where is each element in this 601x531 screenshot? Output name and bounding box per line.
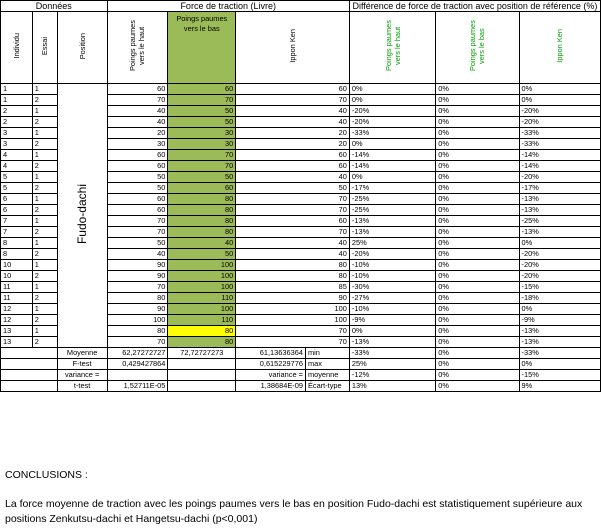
cell-pct-ippon: -20% [519, 106, 600, 117]
cell-pct-ippon: -17% [519, 183, 600, 194]
cell-essai: 1 [32, 128, 57, 139]
cell-haut: 50 [107, 183, 168, 194]
cell-pct-bas: 0% [436, 304, 519, 315]
cell-individu: 7 [1, 227, 33, 238]
header-col-ippon: Ippon Ken [288, 29, 298, 63]
cell-haut: 50 [107, 238, 168, 249]
cell-pct-haut: 0% [349, 95, 435, 106]
cell-haut: 100 [107, 315, 168, 326]
cell-individu: 2 [1, 106, 33, 117]
cell-pct-bas: 0% [436, 238, 519, 249]
cell-bas: 80 [168, 194, 236, 205]
cell-bas: 70 [168, 161, 236, 172]
cell-individu: 8 [1, 238, 33, 249]
cell-pct-ippon: -33% [519, 139, 600, 150]
stats-pct-haut: -33% [349, 348, 435, 359]
cell-pct-haut: 0% [349, 139, 435, 150]
cell-pct-bas: 0% [436, 326, 519, 337]
cell-pct-ippon: 0% [519, 84, 600, 95]
cell-individu: 5 [1, 172, 33, 183]
stats-pct-haut: 25% [349, 359, 435, 370]
cell-pct-haut: -13% [349, 227, 435, 238]
stats-pct-haut: 13% [349, 381, 435, 392]
stats-pct-bas: 0% [436, 348, 519, 359]
cell-ippon: 100 [236, 304, 350, 315]
cell-pct-haut: -33% [349, 128, 435, 139]
stats-bas [168, 381, 236, 392]
cell-essai: 2 [32, 227, 57, 238]
cell-bas: 110 [168, 293, 236, 304]
cell-essai: 1 [32, 106, 57, 117]
stats-ippon: variance = [236, 370, 306, 381]
cell-pct-ippon: -9% [519, 315, 600, 326]
cell-pct-haut: -30% [349, 282, 435, 293]
stats-pct-ippon: 9% [519, 381, 600, 392]
cell-individu: 10 [1, 260, 33, 271]
cell-essai: 1 [32, 282, 57, 293]
cell-pct-haut: -13% [349, 337, 435, 348]
cell-bas: 80 [168, 337, 236, 348]
cell-haut: 60 [107, 161, 168, 172]
cell-pct-ippon: -13% [519, 194, 600, 205]
stats-pct-ippon: 0% [519, 359, 600, 370]
cell-haut: 70 [107, 337, 168, 348]
header-difference: Différence de force de traction avec position de référence (%) [349, 1, 600, 12]
cell-pct-haut: -14% [349, 161, 435, 172]
conclusions [5, 468, 597, 527]
stats-label: F-test [57, 359, 107, 370]
cell-bas: 60 [168, 183, 236, 194]
cell-pct-haut: -13% [349, 216, 435, 227]
cell-ippon: 20 [236, 139, 350, 150]
cell-essai: 2 [32, 205, 57, 216]
cell-bas: 100 [168, 271, 236, 282]
cell-pct-ippon: 0% [519, 95, 600, 106]
cell-pct-haut: 0% [349, 326, 435, 337]
cell-haut: 70 [107, 95, 168, 106]
cell-pct-bas: 0% [436, 95, 519, 106]
cell-haut: 90 [107, 271, 168, 282]
cell-pct-haut: -10% [349, 304, 435, 315]
stats-summary-label: moyenne [305, 370, 349, 381]
cell-individu: 3 [1, 128, 33, 139]
header-pct-ippon: Ippon Ken [555, 29, 565, 63]
cell-pct-ippon: -20% [519, 172, 600, 183]
cell-pct-bas: 0% [436, 249, 519, 260]
header-individu: Individu [11, 33, 21, 59]
cell-pct-bas: 0% [436, 117, 519, 128]
cell-pct-bas: 0% [436, 282, 519, 293]
position-label: Fudo-dachi [75, 183, 90, 245]
cell-bas: 60 [168, 84, 236, 95]
cell-pct-ippon: -20% [519, 271, 600, 282]
cell-bas: 70 [168, 150, 236, 161]
cell-ippon: 85 [236, 282, 350, 293]
cell-haut: 40 [107, 249, 168, 260]
cell-pct-bas: 0% [436, 172, 519, 183]
cell-pct-bas: 0% [436, 293, 519, 304]
cell-haut: 80 [107, 326, 168, 337]
cell-essai: 1 [32, 260, 57, 271]
stats-pct-ippon: -33% [519, 348, 600, 359]
cell-empty [1, 370, 58, 381]
cell-pct-bas: 0% [436, 227, 519, 238]
cell-haut: 50 [107, 172, 168, 183]
stats-row [1, 359, 601, 370]
cell-essai: 1 [32, 304, 57, 315]
cell-individu: 8 [1, 249, 33, 260]
cell-pct-bas: 0% [436, 260, 519, 271]
stats-bas [168, 370, 236, 381]
cell-individu: 10 [1, 271, 33, 282]
cell-ippon: 70 [236, 194, 350, 205]
cell-essai: 1 [32, 84, 57, 95]
cell-individu: 4 [1, 161, 33, 172]
cell-pct-ippon: -20% [519, 260, 600, 271]
cell-individu: 12 [1, 315, 33, 326]
header-col-bas: Poings paumes vers le bas [168, 12, 236, 84]
cell-pct-haut: -25% [349, 205, 435, 216]
cell-empty [1, 348, 58, 359]
stats-summary-label: min [305, 348, 349, 359]
cell-bas: 110 [168, 315, 236, 326]
stats-haut [107, 370, 168, 381]
cell-bas: 50 [168, 106, 236, 117]
cell-pct-haut: -20% [349, 106, 435, 117]
cell-ippon: 60 [236, 161, 350, 172]
cell-pct-ippon: -33% [519, 128, 600, 139]
cell-bas: 70 [168, 95, 236, 106]
cell-individu: 7 [1, 216, 33, 227]
stats-haut: 0,429427864 [107, 359, 168, 370]
cell-bas: 50 [168, 172, 236, 183]
cell-pct-haut: -10% [349, 260, 435, 271]
cell-bas: 80 [168, 205, 236, 216]
cell-essai: 1 [32, 172, 57, 183]
cell-pct-haut: -17% [349, 183, 435, 194]
header-row-1 [1, 1, 601, 12]
cell-haut: 90 [107, 260, 168, 271]
cell-haut: 60 [107, 150, 168, 161]
cell-haut: 70 [107, 282, 168, 293]
table-row [1, 84, 601, 95]
cell-bas: 50 [168, 117, 236, 128]
cell-bas: 100 [168, 282, 236, 293]
cell-pct-bas: 0% [436, 271, 519, 282]
cell-essai: 1 [32, 194, 57, 205]
cell-pct-ippon: -13% [519, 227, 600, 238]
cell-pct-haut: 0% [349, 84, 435, 95]
header-pct-bas: Poings paumes vers le bas [468, 20, 487, 72]
stats-row [1, 370, 601, 381]
cell-ippon: 70 [236, 326, 350, 337]
header-position: Position [77, 32, 87, 60]
cell-ippon: 40 [236, 106, 350, 117]
cell-haut: 70 [107, 216, 168, 227]
stats-row [1, 348, 601, 359]
cell-pct-haut: -20% [349, 249, 435, 260]
cell-ippon: 90 [236, 293, 350, 304]
cell-pct-ippon: -20% [519, 249, 600, 260]
cell-ippon: 60 [236, 216, 350, 227]
stats-bas: 72,72727273 [168, 348, 236, 359]
cell-ippon: 100 [236, 315, 350, 326]
stats-pct-bas: 0% [436, 381, 519, 392]
cell-haut: 60 [107, 205, 168, 216]
cell-pct-haut: 25% [349, 238, 435, 249]
cell-pct-haut: -25% [349, 194, 435, 205]
cell-ippon: 70 [236, 227, 350, 238]
cell-pct-bas: 0% [436, 216, 519, 227]
cell-haut: 40 [107, 106, 168, 117]
cell-pct-ippon: -25% [519, 216, 600, 227]
header-essai: Essai [40, 36, 50, 56]
cell-individu: 13 [1, 337, 33, 348]
cell-bas: 50 [168, 249, 236, 260]
cell-ippon: 70 [236, 337, 350, 348]
cell-pct-bas: 0% [436, 106, 519, 117]
stats-pct-haut: -12% [349, 370, 435, 381]
cell-individu: 11 [1, 293, 33, 304]
cell-pct-ippon: -15% [519, 282, 600, 293]
conclusions-text: La force moyenne de traction avec les poings paumes vers le bas en position Fudo-dachi est statistiquement supérieure aux positions Zenkutsu-dachi et Hangetsu-dachi (p<0,001) [5, 498, 583, 525]
cell-bas: 80 [168, 326, 236, 337]
stats-summary-label: max [305, 359, 349, 370]
cell-pct-ippon: -13% [519, 337, 600, 348]
cell-empty [1, 381, 58, 392]
header-donnees: Données [1, 1, 108, 12]
stats-label: variance = [57, 370, 107, 381]
cell-haut: 80 [107, 293, 168, 304]
cell-pct-haut: -9% [349, 315, 435, 326]
cell-ippon: 60 [236, 150, 350, 161]
cell-individu: 12 [1, 304, 33, 315]
cell-bas: 80 [168, 216, 236, 227]
cell-essai: 1 [32, 150, 57, 161]
conclusions-title: CONCLUSIONS : [5, 469, 88, 481]
cell-individu: 4 [1, 150, 33, 161]
stats-haut: 62,27272727 [107, 348, 168, 359]
stats-ippon: 1,38684E-09 [236, 381, 306, 392]
cell-essai: 1 [32, 216, 57, 227]
cell-position [57, 84, 107, 348]
cell-pct-bas: 0% [436, 194, 519, 205]
cell-bas: 30 [168, 139, 236, 150]
cell-essai: 1 [32, 238, 57, 249]
header-pct-haut: Poings paumes vers le haut [383, 20, 402, 72]
stats-summary-label: Écart-type [305, 381, 349, 392]
stats-ippon: 0,615229776 [236, 359, 306, 370]
cell-haut: 60 [107, 194, 168, 205]
cell-essai: 2 [32, 117, 57, 128]
cell-bas: 40 [168, 238, 236, 249]
cell-essai: 2 [32, 337, 57, 348]
cell-pct-bas: 0% [436, 315, 519, 326]
cell-pct-haut: -14% [349, 150, 435, 161]
cell-essai: 2 [32, 95, 57, 106]
cell-individu: 3 [1, 139, 33, 150]
cell-bas: 100 [168, 260, 236, 271]
cell-pct-bas: 0% [436, 128, 519, 139]
cell-ippon: 50 [236, 183, 350, 194]
cell-essai: 2 [32, 161, 57, 172]
cell-haut: 40 [107, 117, 168, 128]
cell-pct-bas: 0% [436, 205, 519, 216]
cell-ippon: 70 [236, 205, 350, 216]
cell-pct-bas: 0% [436, 150, 519, 161]
stats-row [1, 381, 601, 392]
cell-individu: 6 [1, 194, 33, 205]
cell-individu: 11 [1, 282, 33, 293]
cell-essai: 2 [32, 293, 57, 304]
header-row-2 [1, 12, 601, 84]
cell-essai: 2 [32, 139, 57, 150]
cell-bas: 80 [168, 227, 236, 238]
cell-pct-haut: -20% [349, 117, 435, 128]
stats-label: t-test [57, 381, 107, 392]
cell-essai: 2 [32, 183, 57, 194]
cell-essai: 1 [32, 326, 57, 337]
cell-pct-ippon: 0% [519, 304, 600, 315]
cell-ippon: 80 [236, 271, 350, 282]
stats-pct-bas: 0% [436, 370, 519, 381]
cell-haut: 90 [107, 304, 168, 315]
header-col-haut: Poings paumes vers le haut [128, 20, 147, 72]
cell-essai: 2 [32, 249, 57, 260]
cell-pct-ippon: -14% [519, 150, 600, 161]
cell-individu: 1 [1, 84, 33, 95]
cell-haut: 60 [107, 84, 168, 95]
cell-pct-bas: 0% [436, 84, 519, 95]
cell-ippon: 40 [236, 249, 350, 260]
cell-haut: 30 [107, 139, 168, 150]
cell-individu: 6 [1, 205, 33, 216]
cell-pct-bas: 0% [436, 139, 519, 150]
cell-haut: 70 [107, 227, 168, 238]
header-force: Force de traction (Livre) [107, 1, 349, 12]
cell-haut: 20 [107, 128, 168, 139]
stats-pct-bas: 0% [436, 359, 519, 370]
cell-pct-bas: 0% [436, 337, 519, 348]
stats-bas [168, 359, 236, 370]
cell-pct-haut: -27% [349, 293, 435, 304]
stats-ippon: 61,13636364 [236, 348, 306, 359]
cell-pct-ippon: -18% [519, 293, 600, 304]
cell-bas: 30 [168, 128, 236, 139]
cell-pct-ippon: 0% [519, 238, 600, 249]
cell-empty [1, 359, 58, 370]
stats-haut: 1,52711E-05 [107, 381, 168, 392]
cell-pct-haut: 0% [349, 172, 435, 183]
cell-ippon: 40 [236, 117, 350, 128]
cell-individu: 2 [1, 117, 33, 128]
cell-ippon: 60 [236, 84, 350, 95]
cell-ippon: 80 [236, 260, 350, 271]
cell-pct-bas: 0% [436, 183, 519, 194]
cell-pct-bas: 0% [436, 161, 519, 172]
cell-essai: 2 [32, 271, 57, 282]
cell-pct-ippon: -20% [519, 117, 600, 128]
cell-individu: 5 [1, 183, 33, 194]
cell-bas: 100 [168, 304, 236, 315]
stats-pct-ippon: -15% [519, 370, 600, 381]
cell-ippon: 70 [236, 95, 350, 106]
cell-ippon: 40 [236, 172, 350, 183]
cell-individu: 13 [1, 326, 33, 337]
cell-pct-haut: -10% [349, 271, 435, 282]
cell-pct-ippon: -13% [519, 326, 600, 337]
cell-ippon: 40 [236, 238, 350, 249]
cell-pct-ippon: -14% [519, 161, 600, 172]
cell-pct-ippon: -13% [519, 205, 600, 216]
cell-ippon: 20 [236, 128, 350, 139]
stats-label: Moyenne [57, 348, 107, 359]
cell-individu: 1 [1, 95, 33, 106]
cell-essai: 2 [32, 315, 57, 326]
